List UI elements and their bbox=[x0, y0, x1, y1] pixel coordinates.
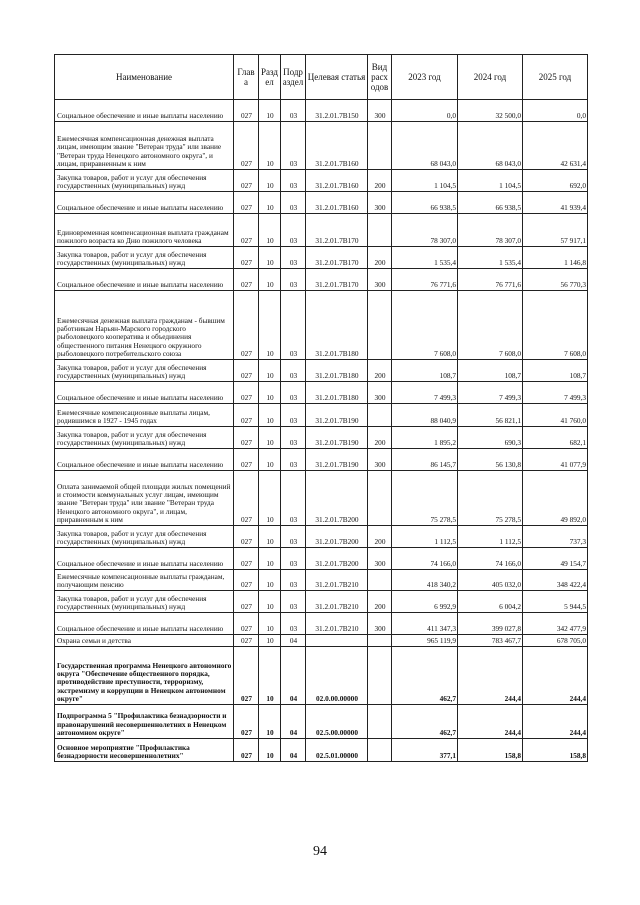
row-vid: 300 bbox=[368, 192, 392, 214]
table-row bbox=[55, 591, 588, 613]
row-vid bbox=[368, 291, 392, 360]
budget-table bbox=[54, 54, 588, 762]
row-razdel: 10 bbox=[259, 449, 281, 471]
row-name: Ежемесячная денежная выплата гражданам - бывшим работникам Нарьян-Марского городского рыболовецкого кооператива и объединения общественного питания Ненецкого окружного рыболовецкого потребительского союза bbox=[55, 291, 234, 360]
row-glava: 027 bbox=[234, 635, 259, 647]
row-target: 31.2.01.7В180 bbox=[306, 382, 368, 404]
row-vid: 300 bbox=[368, 449, 392, 471]
table-row bbox=[55, 360, 588, 382]
row-target: 31.2.01.7В160 bbox=[306, 170, 368, 192]
row-2023: 74 166,0 bbox=[392, 548, 458, 570]
header-2025: 2025 год bbox=[523, 55, 588, 100]
row-2023: 377,1 bbox=[392, 739, 458, 762]
row-podrazdel: 03 bbox=[281, 170, 306, 192]
row-2025: 158,8 bbox=[523, 739, 588, 762]
row-glava: 027 bbox=[234, 192, 259, 214]
header-2024: 2024 год bbox=[458, 55, 523, 100]
row-2025: 692,0 bbox=[523, 170, 588, 192]
row-vid: 200 bbox=[368, 247, 392, 269]
row-target: 02.0.00.00000 bbox=[306, 647, 368, 705]
row-razdel: 10 bbox=[259, 591, 281, 613]
table-row bbox=[55, 449, 588, 471]
header-target: Целевая статья bbox=[306, 55, 368, 100]
row-vid bbox=[368, 471, 392, 526]
row-name: Социальное обеспечение и иные выплаты населению bbox=[55, 269, 234, 291]
table-row bbox=[55, 122, 588, 170]
row-2024: 7 499,3 bbox=[458, 382, 523, 404]
row-2025: 108,7 bbox=[523, 360, 588, 382]
row-2024: 1 112,5 bbox=[458, 526, 523, 548]
table-row bbox=[55, 471, 588, 526]
row-target: 31.2.01.7В200 bbox=[306, 548, 368, 570]
row-vid bbox=[368, 739, 392, 762]
row-2024: 76 771,6 bbox=[458, 269, 523, 291]
row-name: Закупка товаров, работ и услуг для обеспечения государственных (муниципальных) нужд bbox=[55, 360, 234, 382]
row-name: Закупка товаров, работ и услуг для обеспечения государственных (муниципальных) нужд bbox=[55, 170, 234, 192]
row-vid: 200 bbox=[368, 427, 392, 449]
row-name: Социальное обеспечение и иные выплаты населению bbox=[55, 548, 234, 570]
row-2025: 244,4 bbox=[523, 705, 588, 739]
row-2024: 108,7 bbox=[458, 360, 523, 382]
row-glava: 027 bbox=[234, 570, 259, 591]
row-2023: 7 499,3 bbox=[392, 382, 458, 404]
row-2025: 49 154,7 bbox=[523, 548, 588, 570]
row-glava: 027 bbox=[234, 471, 259, 526]
row-target: 31.2.01.7В160 bbox=[306, 122, 368, 170]
row-2025: 56 770,3 bbox=[523, 269, 588, 291]
row-2024: 158,8 bbox=[458, 739, 523, 762]
row-target: 31.2.01.7В190 bbox=[306, 404, 368, 427]
row-vid: 200 bbox=[368, 170, 392, 192]
row-target: 31.2.01.7В210 bbox=[306, 613, 368, 635]
table-row bbox=[55, 427, 588, 449]
row-2024: 1 104,5 bbox=[458, 170, 523, 192]
row-podrazdel: 03 bbox=[281, 471, 306, 526]
row-podrazdel: 04 bbox=[281, 705, 306, 739]
row-2025: 682,1 bbox=[523, 427, 588, 449]
row-podrazdel: 03 bbox=[281, 214, 306, 247]
row-vid bbox=[368, 214, 392, 247]
row-2024: 690,3 bbox=[458, 427, 523, 449]
header-podrazdel: Подр аздел bbox=[281, 55, 306, 100]
row-razdel: 10 bbox=[259, 214, 281, 247]
row-vid bbox=[368, 705, 392, 739]
row-razdel: 10 bbox=[259, 635, 281, 647]
row-2023: 66 938,5 bbox=[392, 192, 458, 214]
table-row bbox=[55, 192, 588, 214]
row-target: 31.2.01.7В190 bbox=[306, 449, 368, 471]
row-razdel: 10 bbox=[259, 404, 281, 427]
row-razdel: 10 bbox=[259, 705, 281, 739]
row-podrazdel: 03 bbox=[281, 613, 306, 635]
row-target: 31.2.01.7В200 bbox=[306, 471, 368, 526]
row-name: Единовременная компенсационная выплата гражданам пожилого возраста ко Дню пожилого человека bbox=[55, 214, 234, 247]
row-razdel: 10 bbox=[259, 548, 281, 570]
row-podrazdel: 03 bbox=[281, 247, 306, 269]
table-row bbox=[55, 635, 588, 647]
row-2025: 737,3 bbox=[523, 526, 588, 548]
row-vid: 300 bbox=[368, 100, 392, 122]
table-row bbox=[55, 570, 588, 591]
row-target: 31.2.01.7В180 bbox=[306, 291, 368, 360]
row-podrazdel: 04 bbox=[281, 739, 306, 762]
row-glava: 027 bbox=[234, 739, 259, 762]
row-name: Охрана семьи и детства bbox=[55, 635, 234, 647]
row-podrazdel: 03 bbox=[281, 427, 306, 449]
row-name: Ежемесячные компенсационные выплаты гражданам, получающим пенсию bbox=[55, 570, 234, 591]
row-2025: 7 608,0 bbox=[523, 291, 588, 360]
row-glava: 027 bbox=[234, 247, 259, 269]
row-2024: 7 608,0 bbox=[458, 291, 523, 360]
row-name: Закупка товаров, работ и услуг для обеспечения государственных (муниципальных) нужд bbox=[55, 591, 234, 613]
row-2024: 56 821,1 bbox=[458, 404, 523, 427]
row-2023: 76 771,6 bbox=[392, 269, 458, 291]
row-2023: 88 040,9 bbox=[392, 404, 458, 427]
row-glava: 027 bbox=[234, 449, 259, 471]
row-target: 31.2.01.7В170 bbox=[306, 214, 368, 247]
row-2024: 405 032,0 bbox=[458, 570, 523, 591]
row-glava: 027 bbox=[234, 526, 259, 548]
row-podrazdel: 03 bbox=[281, 192, 306, 214]
row-glava: 027 bbox=[234, 382, 259, 404]
row-name: Закупка товаров, работ и услуг для обеспечения государственных (муниципальных) нужд bbox=[55, 247, 234, 269]
row-name: Основное мероприятие "Профилактика безнадзорности несовершеннолетних" bbox=[55, 739, 234, 762]
row-vid: 200 bbox=[368, 591, 392, 613]
row-vid bbox=[368, 647, 392, 705]
row-vid: 300 bbox=[368, 269, 392, 291]
row-vid bbox=[368, 570, 392, 591]
row-target: 31.2.01.7В170 bbox=[306, 269, 368, 291]
row-2025: 244,4 bbox=[523, 647, 588, 705]
header-glava: Глав а bbox=[234, 55, 259, 100]
table-row bbox=[55, 705, 588, 739]
row-2025: 7 499,3 bbox=[523, 382, 588, 404]
row-2024: 68 043,0 bbox=[458, 122, 523, 170]
row-podrazdel: 03 bbox=[281, 291, 306, 360]
row-podrazdel: 03 bbox=[281, 100, 306, 122]
row-razdel: 10 bbox=[259, 471, 281, 526]
row-target: 31.2.01.7В150 bbox=[306, 100, 368, 122]
row-2024: 1 535,4 bbox=[458, 247, 523, 269]
row-target: 31.2.01.7В210 bbox=[306, 591, 368, 613]
row-target: 31.2.01.7В170 bbox=[306, 247, 368, 269]
header-vid: Вид расх одов bbox=[368, 55, 392, 100]
row-2023: 1 895,2 bbox=[392, 427, 458, 449]
row-target: 31.2.01.7В180 bbox=[306, 360, 368, 382]
row-podrazdel: 03 bbox=[281, 269, 306, 291]
row-podrazdel: 03 bbox=[281, 548, 306, 570]
row-2023: 462,7 bbox=[392, 705, 458, 739]
row-name: Социальное обеспечение и иные выплаты населению bbox=[55, 382, 234, 404]
table-row bbox=[55, 647, 588, 705]
row-vid: 300 bbox=[368, 548, 392, 570]
table-row bbox=[55, 404, 588, 427]
row-razdel: 10 bbox=[259, 291, 281, 360]
row-2025: 41 077,9 bbox=[523, 449, 588, 471]
row-podrazdel: 03 bbox=[281, 570, 306, 591]
row-2025: 42 631,4 bbox=[523, 122, 588, 170]
row-2023: 86 145,7 bbox=[392, 449, 458, 471]
row-name: Социальное обеспечение и иные выплаты населению bbox=[55, 100, 234, 122]
table-row bbox=[55, 739, 588, 762]
table-row bbox=[55, 526, 588, 548]
row-glava: 027 bbox=[234, 427, 259, 449]
row-vid: 300 bbox=[368, 382, 392, 404]
row-target: 31.2.01.7В160 bbox=[306, 192, 368, 214]
table-row bbox=[55, 613, 588, 635]
table-row bbox=[55, 214, 588, 247]
row-name: Государственная программа Ненецкого автономного округа "Обеспечение общественного порядка, противодействие преступности, терроризму, экстремизму и коррупции в Ненецком автономном округе" bbox=[55, 647, 234, 705]
row-glava: 027 bbox=[234, 647, 259, 705]
row-2025: 348 422,4 bbox=[523, 570, 588, 591]
row-razdel: 10 bbox=[259, 170, 281, 192]
row-2024: 56 130,8 bbox=[458, 449, 523, 471]
row-2024: 399 027,8 bbox=[458, 613, 523, 635]
row-2025: 41 760,0 bbox=[523, 404, 588, 427]
row-podrazdel: 03 bbox=[281, 526, 306, 548]
row-name: Ежемесячная компенсационная денежная выплата лицам, имеющим звание "Ветеран труда" или звание "Ветеран труда Ненецкого автономного округа", и лицам, приравненным к ним bbox=[55, 122, 234, 170]
row-razdel: 10 bbox=[259, 360, 281, 382]
header-razdel: Разд ел bbox=[259, 55, 281, 100]
row-2025: 57 917,1 bbox=[523, 214, 588, 247]
row-vid: 200 bbox=[368, 360, 392, 382]
row-name: Подпрограмма 5 "Профилактика безнадзорности и правонарушений несовершеннолетних в Ненецком автономном округе" bbox=[55, 705, 234, 739]
table-row bbox=[55, 382, 588, 404]
row-podrazdel: 04 bbox=[281, 635, 306, 647]
row-glava: 027 bbox=[234, 122, 259, 170]
row-glava: 027 bbox=[234, 360, 259, 382]
row-vid: 200 bbox=[368, 526, 392, 548]
row-name: Закупка товаров, работ и услуг для обеспечения государственных (муниципальных) нужд bbox=[55, 526, 234, 548]
row-glava: 027 bbox=[234, 170, 259, 192]
row-razdel: 10 bbox=[259, 427, 281, 449]
row-target: 31.2.01.7В190 bbox=[306, 427, 368, 449]
row-2024: 75 278,5 bbox=[458, 471, 523, 526]
table-row bbox=[55, 100, 588, 122]
header-2023: 2023 год bbox=[392, 55, 458, 100]
row-name: Ежемесячные компенсационные выплаты лицам, родившимся в 1927 - 1945 годах bbox=[55, 404, 234, 427]
row-2024: 32 500,0 bbox=[458, 100, 523, 122]
row-razdel: 10 bbox=[259, 647, 281, 705]
row-2023: 965 119,9 bbox=[392, 635, 458, 647]
row-glava: 027 bbox=[234, 548, 259, 570]
row-vid bbox=[368, 122, 392, 170]
table-row bbox=[55, 291, 588, 360]
row-2025: 678 705,0 bbox=[523, 635, 588, 647]
row-glava: 027 bbox=[234, 269, 259, 291]
row-glava: 027 bbox=[234, 591, 259, 613]
row-2025: 1 146,8 bbox=[523, 247, 588, 269]
row-2023: 7 608,0 bbox=[392, 291, 458, 360]
row-razdel: 10 bbox=[259, 269, 281, 291]
row-name: Социальное обеспечение и иные выплаты населению bbox=[55, 192, 234, 214]
table-row bbox=[55, 247, 588, 269]
row-2024: 74 166,0 bbox=[458, 548, 523, 570]
row-name: Социальное обеспечение и иные выплаты населению bbox=[55, 613, 234, 635]
row-2025: 342 477,9 bbox=[523, 613, 588, 635]
row-2023: 78 307,0 bbox=[392, 214, 458, 247]
row-vid bbox=[368, 635, 392, 647]
row-podrazdel: 03 bbox=[281, 449, 306, 471]
row-target: 31.2.01.7В210 bbox=[306, 570, 368, 591]
row-2023: 0,0 bbox=[392, 100, 458, 122]
row-2025: 49 892,0 bbox=[523, 471, 588, 526]
row-name: Социальное обеспечение и иные выплаты населению bbox=[55, 449, 234, 471]
row-glava: 027 bbox=[234, 705, 259, 739]
row-2025: 0,0 bbox=[523, 100, 588, 122]
row-glava: 027 bbox=[234, 100, 259, 122]
row-2023: 462,7 bbox=[392, 647, 458, 705]
row-2023: 68 043,0 bbox=[392, 122, 458, 170]
row-target bbox=[306, 635, 368, 647]
header-row bbox=[55, 55, 588, 100]
row-glava: 027 bbox=[234, 214, 259, 247]
header-name: Наименование bbox=[55, 55, 234, 100]
row-2023: 411 347,3 bbox=[392, 613, 458, 635]
row-name: Оплата занимаемой общей площади жилых помещений и стоимости коммунальных услуг лицам, имеющим звание "Ветеран труда" или звание "Ветеран труда Ненецкого автономного округа", и лицам, приравненным к ним bbox=[55, 471, 234, 526]
row-2023: 418 340,2 bbox=[392, 570, 458, 591]
row-target: 31.2.01.7В200 bbox=[306, 526, 368, 548]
row-target: 02.5.00.00000 bbox=[306, 705, 368, 739]
row-2023: 6 992,9 bbox=[392, 591, 458, 613]
row-name: Закупка товаров, работ и услуг для обеспечения государственных (муниципальных) нужд bbox=[55, 427, 234, 449]
row-razdel: 10 bbox=[259, 122, 281, 170]
row-razdel: 10 bbox=[259, 526, 281, 548]
row-2024: 78 307,0 bbox=[458, 214, 523, 247]
row-glava: 027 bbox=[234, 404, 259, 427]
row-razdel: 10 bbox=[259, 100, 281, 122]
row-2023: 1 104,5 bbox=[392, 170, 458, 192]
row-2024: 244,4 bbox=[458, 647, 523, 705]
row-2023: 1 535,4 bbox=[392, 247, 458, 269]
row-podrazdel: 03 bbox=[281, 404, 306, 427]
row-target: 02.5.01.00000 bbox=[306, 739, 368, 762]
row-razdel: 10 bbox=[259, 247, 281, 269]
row-podrazdel: 03 bbox=[281, 382, 306, 404]
row-podrazdel: 03 bbox=[281, 591, 306, 613]
row-glava: 027 bbox=[234, 291, 259, 360]
row-razdel: 10 bbox=[259, 739, 281, 762]
row-2023: 1 112,5 bbox=[392, 526, 458, 548]
page-number: 94 bbox=[313, 844, 327, 859]
row-podrazdel: 03 bbox=[281, 122, 306, 170]
row-2024: 244,4 bbox=[458, 705, 523, 739]
row-razdel: 10 bbox=[259, 192, 281, 214]
table-row bbox=[55, 170, 588, 192]
row-glava: 027 bbox=[234, 613, 259, 635]
row-vid bbox=[368, 404, 392, 427]
row-razdel: 10 bbox=[259, 613, 281, 635]
row-2024: 783 467,7 bbox=[458, 635, 523, 647]
row-podrazdel: 03 bbox=[281, 360, 306, 382]
row-2024: 66 938,5 bbox=[458, 192, 523, 214]
row-2023: 108,7 bbox=[392, 360, 458, 382]
row-vid: 300 bbox=[368, 613, 392, 635]
row-2025: 5 944,5 bbox=[523, 591, 588, 613]
row-razdel: 10 bbox=[259, 570, 281, 591]
row-2025: 41 939,4 bbox=[523, 192, 588, 214]
table-row bbox=[55, 269, 588, 291]
row-2024: 6 004,2 bbox=[458, 591, 523, 613]
row-podrazdel: 04 bbox=[281, 647, 306, 705]
row-razdel: 10 bbox=[259, 382, 281, 404]
row-2023: 75 278,5 bbox=[392, 471, 458, 526]
table-row bbox=[55, 548, 588, 570]
